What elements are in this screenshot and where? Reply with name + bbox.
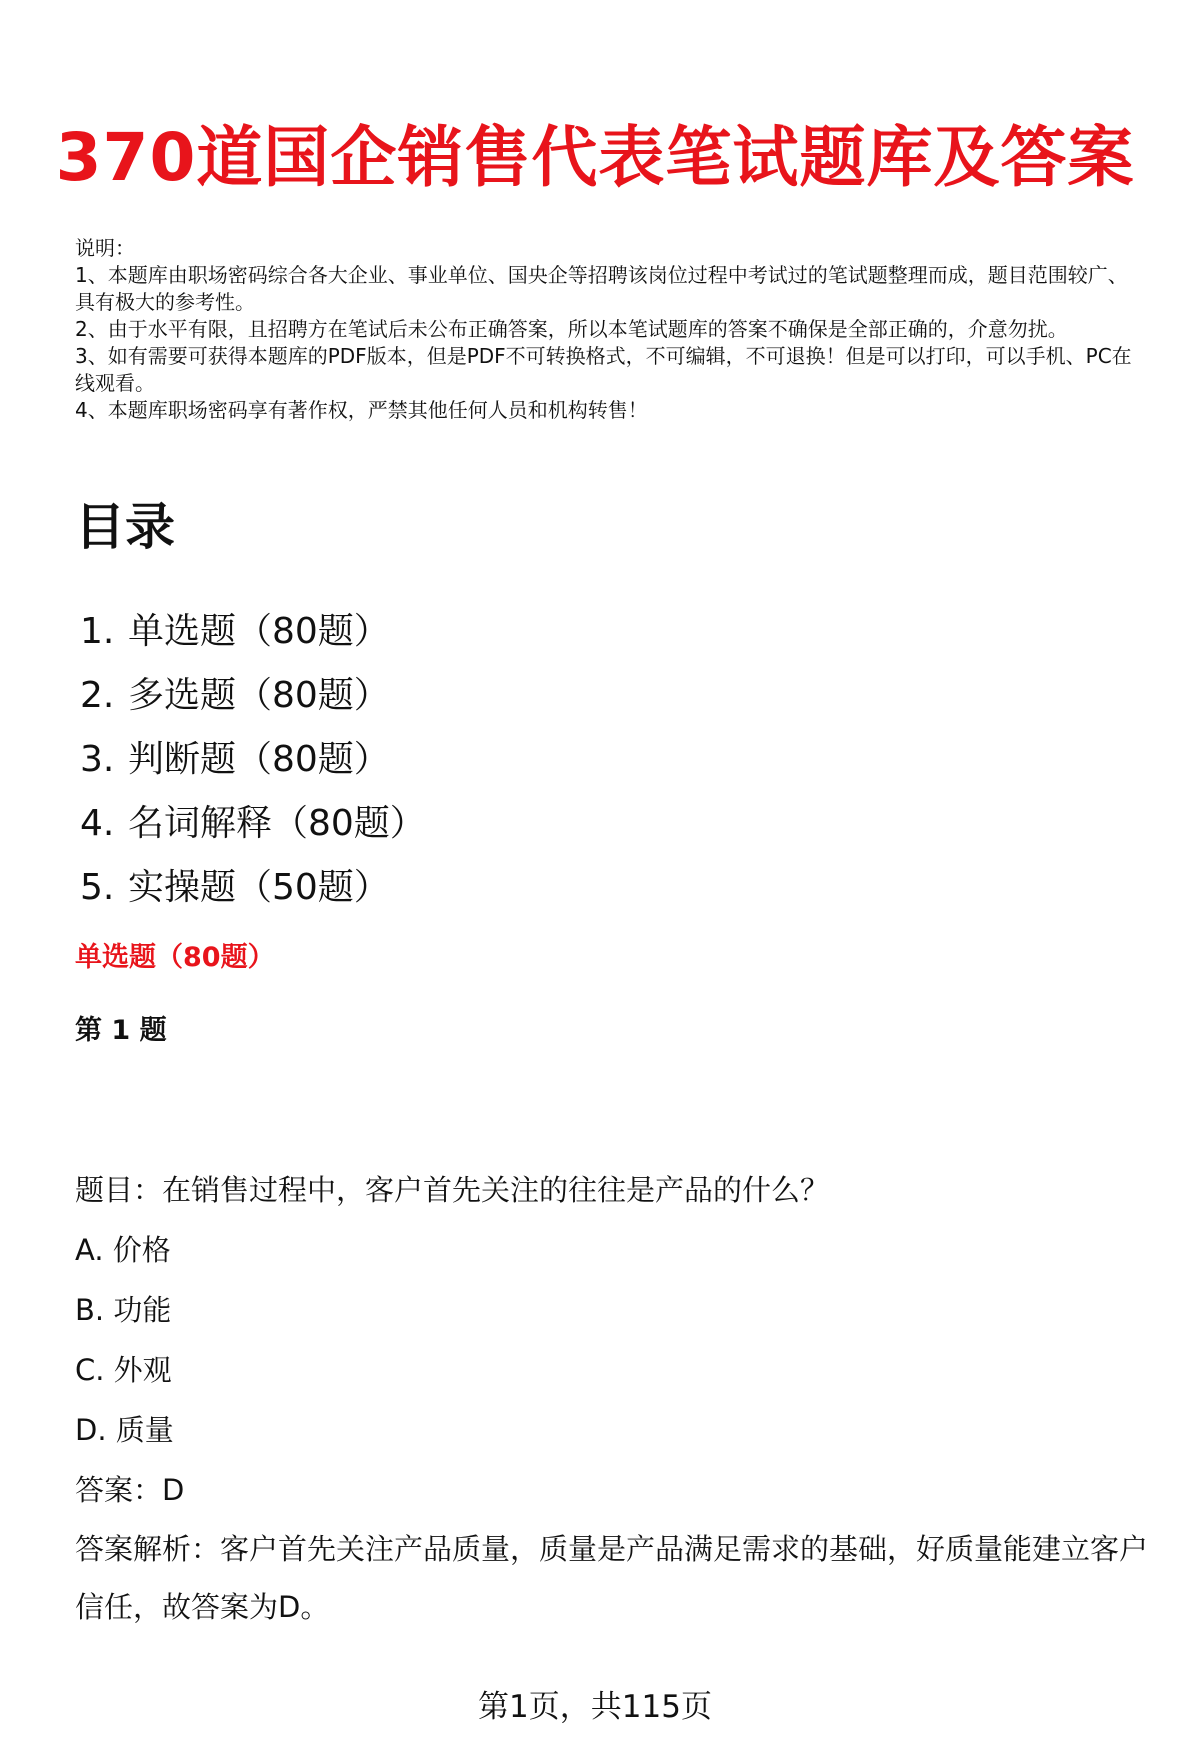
option-a: A. 价格 [75,1233,171,1267]
explanation-label: 答案解析： [75,1532,221,1566]
toc-item-label: 实操题（50题） [128,867,390,908]
question-block [75,1160,1155,1636]
document-title: 370道国企销售代表笔试题库及答案 [55,119,1135,196]
toc-item[interactable] [80,792,426,856]
toc-item-label: 判断题（80题） [128,739,390,780]
toc-item-number: 5. [80,867,115,908]
answer-label: 答案： [75,1473,163,1507]
answer-line [75,1460,1155,1520]
question-stem [75,1160,1155,1220]
answer-value: D [162,1473,185,1507]
toc-item-label: 单选题（80题） [128,611,390,652]
toc-item-number: 1. [80,611,115,652]
question-stem-text: 在销售过程中，客户首先关注的往往是产品的什么？ [162,1173,830,1207]
page-footer: 第1页，共115页 [478,1689,712,1725]
toc-item[interactable] [80,856,426,920]
notes-item: 3、如有需要可获得本题库的PDF版本，但是PDF不可转换格式，不可编辑，不可退换！但是可以打印，可以手机、PC在线观看。 [75,344,1132,395]
question-stem-label: 题目： [75,1173,163,1207]
toc-item[interactable] [80,728,426,792]
option-b: B. 功能 [75,1293,172,1327]
section-heading: 单选题（80题） [75,942,275,973]
toc-item-label: 名词解释（80题） [128,803,426,844]
option-c: C. 外观 [75,1353,172,1387]
notes-block [75,235,1135,424]
question-number: 第 1 题 [75,1015,167,1046]
toc-item[interactable] [80,664,426,728]
toc-item[interactable] [80,600,426,664]
notes-item: 1、本题库由职场密码综合各大企业、事业单位、国央企等招聘该岗位过程中考试过的笔试题整理而成，题目范围较广、具有极大的参考性。 [75,263,1128,314]
notes-item: 2、由于水平有限，且招聘方在笔试后未公布正确答案，所以本笔试题库的答案不确保是全部正确的，介意勿扰。 [75,317,1068,341]
toc-item-label: 多选题（80题） [128,675,390,716]
toc-list [80,600,426,920]
toc-item-number: 2. [80,675,115,716]
notes-heading: 说明： [75,236,135,260]
notes-item: 4、本题库职场密码享有著作权，严禁其他任何人员和机构转售！ [75,398,648,422]
explanation-text: 客户首先关注产品质量，质量是产品满足需求的基础，好质量能建立客户信任，故答案为D。 [75,1532,1149,1624]
option-d: D. 质量 [75,1413,174,1447]
explanation [75,1520,1155,1636]
toc-heading: 目录 [75,498,175,556]
toc-item-number: 3. [80,739,115,780]
toc-item-number: 4. [80,803,115,844]
